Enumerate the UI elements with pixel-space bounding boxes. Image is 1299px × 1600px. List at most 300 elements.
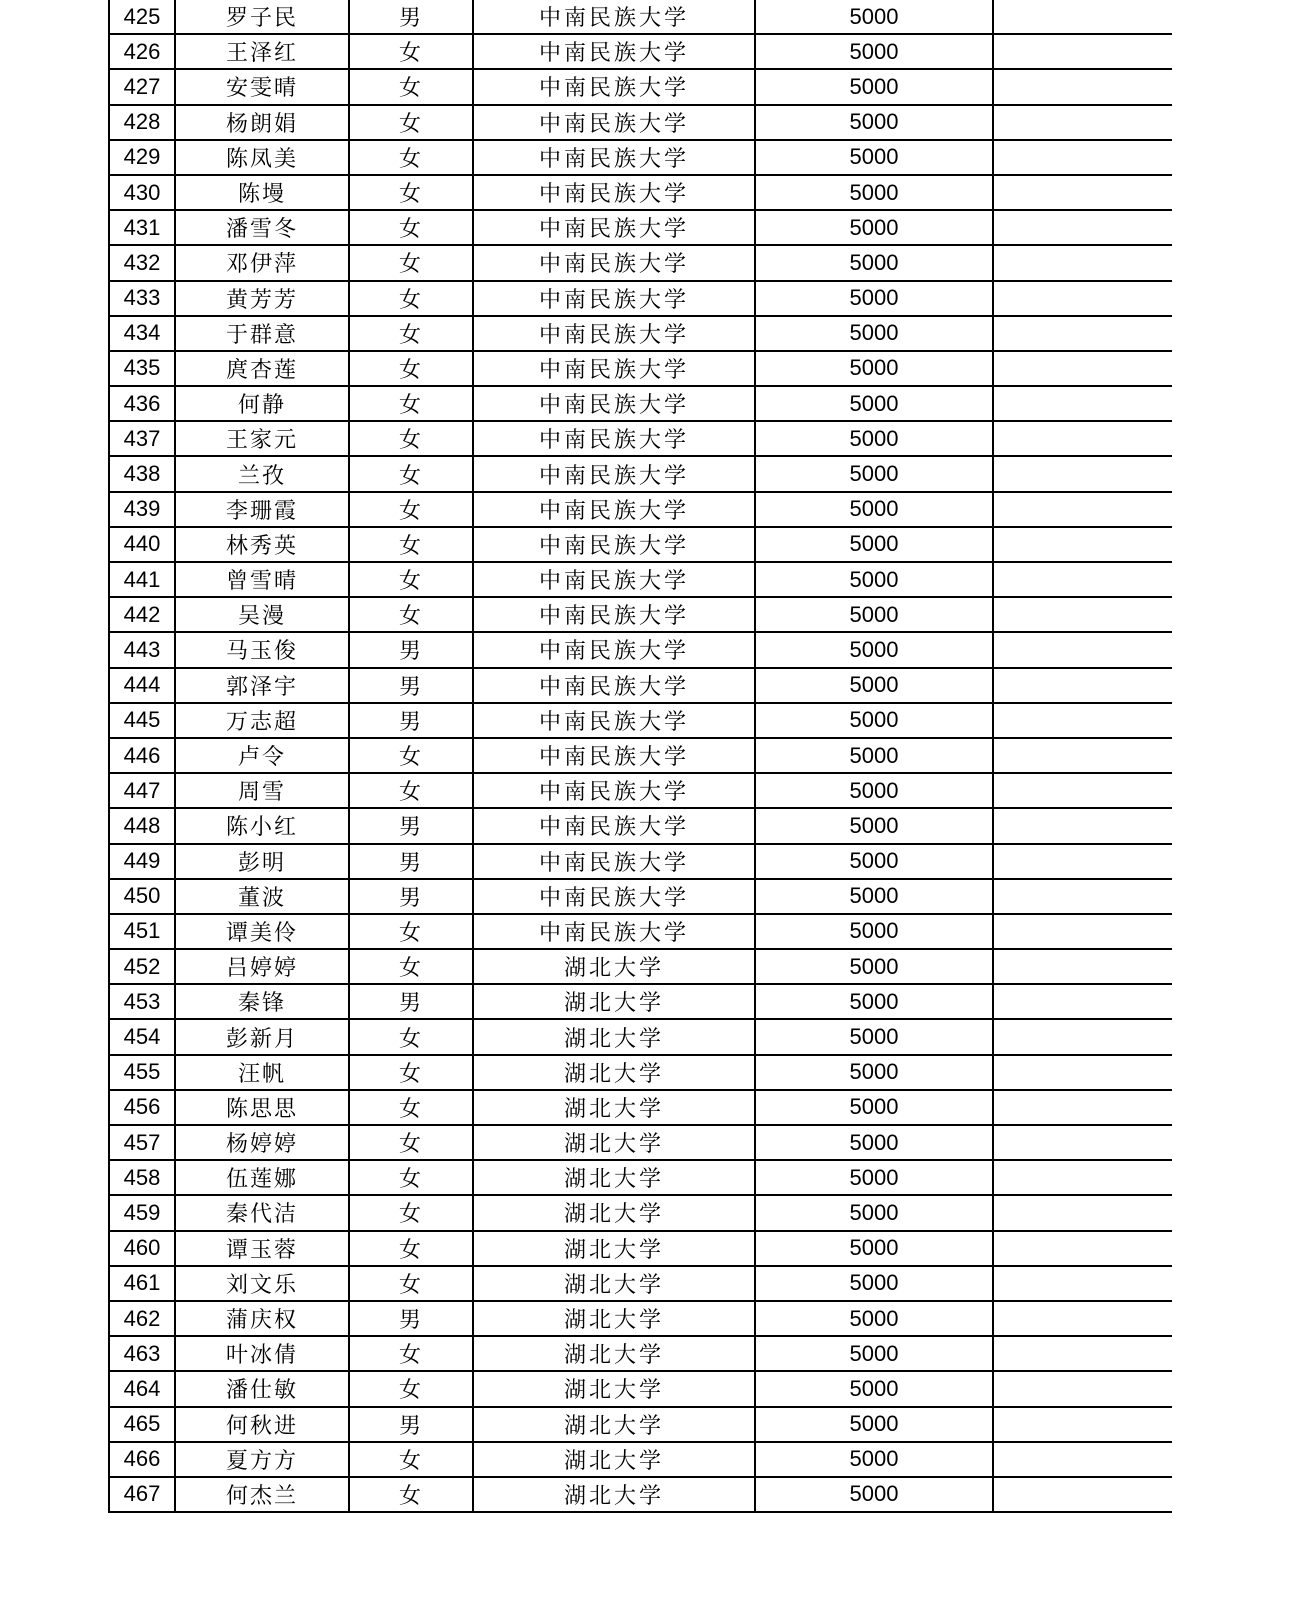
name-cell: 郭泽宇: [175, 668, 349, 703]
name-cell: 王泽红: [175, 34, 349, 69]
gender-cell: 女: [349, 562, 473, 597]
school-cell: 中南民族大学: [473, 386, 755, 421]
school-cell: 湖北大学: [473, 1407, 755, 1442]
school-cell: 中南民族大学: [473, 105, 755, 140]
row-number-cell: 444: [109, 668, 175, 703]
table-row: [109, 175, 1172, 210]
gender-cell: 女: [349, 597, 473, 632]
gender-cell: 女: [349, 1266, 473, 1301]
note-cell: [993, 1301, 1172, 1336]
note-cell: [993, 703, 1172, 738]
school-cell: 中南民族大学: [473, 175, 755, 210]
amount-cell: 5000: [755, 421, 993, 456]
gender-cell: 女: [349, 316, 473, 351]
table-row: [109, 984, 1172, 1019]
name-cell: 吴漫: [175, 597, 349, 632]
note-cell: [993, 1090, 1172, 1125]
gender-cell: 男: [349, 1407, 473, 1442]
name-cell: 夏方方: [175, 1442, 349, 1477]
school-cell: 中南民族大学: [473, 421, 755, 456]
gender-cell: 女: [349, 140, 473, 175]
amount-cell: 5000: [755, 351, 993, 386]
school-cell: 中南民族大学: [473, 245, 755, 280]
table-row: [109, 245, 1172, 280]
gender-cell: 女: [349, 1195, 473, 1230]
table-row: [109, 1195, 1172, 1230]
row-number-cell: 434: [109, 316, 175, 351]
note-cell: [993, 34, 1172, 69]
name-cell: 安雯晴: [175, 69, 349, 104]
note-cell: [993, 1371, 1172, 1406]
school-cell: 中南民族大学: [473, 316, 755, 351]
amount-cell: 5000: [755, 1019, 993, 1054]
row-number-cell: 463: [109, 1336, 175, 1371]
gender-cell: 女: [349, 1019, 473, 1054]
amount-cell: 5000: [755, 1266, 993, 1301]
gender-cell: 女: [349, 1231, 473, 1266]
row-number-cell: 446: [109, 738, 175, 773]
note-cell: [993, 632, 1172, 667]
table-row: [109, 351, 1172, 386]
row-number-cell: 437: [109, 421, 175, 456]
name-cell: 何杰兰: [175, 1477, 349, 1512]
row-number-cell: 449: [109, 844, 175, 879]
amount-cell: 5000: [755, 0, 993, 34]
amount-cell: 5000: [755, 245, 993, 280]
note-cell: [993, 456, 1172, 491]
row-number-cell: 433: [109, 281, 175, 316]
table-row: [109, 632, 1172, 667]
amount-cell: 5000: [755, 1442, 993, 1477]
school-cell: 中南民族大学: [473, 34, 755, 69]
name-cell: 罗子民: [175, 0, 349, 34]
table-row: [109, 69, 1172, 104]
note-cell: [993, 245, 1172, 280]
amount-cell: 5000: [755, 34, 993, 69]
school-cell: 湖北大学: [473, 1442, 755, 1477]
name-cell: 陈凤美: [175, 140, 349, 175]
row-number-cell: 439: [109, 492, 175, 527]
note-cell: [993, 808, 1172, 843]
note-cell: [993, 738, 1172, 773]
name-cell: 陈小红: [175, 808, 349, 843]
name-cell: 彭明: [175, 844, 349, 879]
gender-cell: 女: [349, 1125, 473, 1160]
note-cell: [993, 844, 1172, 879]
amount-cell: 5000: [755, 879, 993, 914]
table-row: [109, 1442, 1172, 1477]
table-row: [109, 210, 1172, 245]
table-row: [109, 668, 1172, 703]
gender-cell: 女: [349, 1442, 473, 1477]
name-cell: 何秋进: [175, 1407, 349, 1442]
row-number-cell: 442: [109, 597, 175, 632]
row-number-cell: 428: [109, 105, 175, 140]
amount-cell: 5000: [755, 914, 993, 949]
amount-cell: 5000: [755, 1336, 993, 1371]
name-cell: 于群意: [175, 316, 349, 351]
note-cell: [993, 492, 1172, 527]
name-cell: 谭玉蓉: [175, 1231, 349, 1266]
gender-cell: 男: [349, 984, 473, 1019]
row-number-cell: 452: [109, 949, 175, 984]
name-cell: 马玉俊: [175, 632, 349, 667]
school-cell: 湖北大学: [473, 1125, 755, 1160]
row-number-cell: 435: [109, 351, 175, 386]
amount-cell: 5000: [755, 949, 993, 984]
school-cell: 中南民族大学: [473, 914, 755, 949]
amount-cell: 5000: [755, 562, 993, 597]
table-row: [109, 703, 1172, 738]
amount-cell: 5000: [755, 632, 993, 667]
name-cell: 蒲庆权: [175, 1301, 349, 1336]
school-cell: 湖北大学: [473, 1336, 755, 1371]
table-row: [109, 1160, 1172, 1195]
note-cell: [993, 210, 1172, 245]
school-cell: 湖北大学: [473, 1301, 755, 1336]
note-cell: [993, 140, 1172, 175]
table-row: [109, 597, 1172, 632]
row-number-cell: 458: [109, 1160, 175, 1195]
amount-cell: 5000: [755, 1125, 993, 1160]
name-cell: 卢令: [175, 738, 349, 773]
amount-cell: 5000: [755, 456, 993, 491]
table-row: [109, 140, 1172, 175]
table-row: [109, 1090, 1172, 1125]
name-cell: 彭新月: [175, 1019, 349, 1054]
gender-cell: 女: [349, 69, 473, 104]
row-number-cell: 457: [109, 1125, 175, 1160]
note-cell: [993, 1442, 1172, 1477]
school-cell: 湖北大学: [473, 1195, 755, 1230]
school-cell: 中南民族大学: [473, 632, 755, 667]
name-cell: 林秀英: [175, 527, 349, 562]
row-number-cell: 429: [109, 140, 175, 175]
row-number-cell: 455: [109, 1055, 175, 1090]
table-row: [109, 386, 1172, 421]
note-cell: [993, 1125, 1172, 1160]
name-cell: 黄芳芳: [175, 281, 349, 316]
name-cell: 邓伊萍: [175, 245, 349, 280]
recipient-table-body: [109, 0, 1172, 1512]
amount-cell: 5000: [755, 703, 993, 738]
note-cell: [993, 386, 1172, 421]
school-cell: 中南民族大学: [473, 597, 755, 632]
table-row: [109, 1407, 1172, 1442]
gender-cell: 男: [349, 1301, 473, 1336]
name-cell: 叶冰倩: [175, 1336, 349, 1371]
note-cell: [993, 597, 1172, 632]
name-cell: 李珊霞: [175, 492, 349, 527]
gender-cell: 女: [349, 949, 473, 984]
table-row: [109, 492, 1172, 527]
table-row: [109, 1336, 1172, 1371]
amount-cell: 5000: [755, 808, 993, 843]
gender-cell: 女: [349, 492, 473, 527]
name-cell: 庹杏莲: [175, 351, 349, 386]
gender-cell: 女: [349, 1477, 473, 1512]
amount-cell: 5000: [755, 597, 993, 632]
table-row: [109, 1477, 1172, 1512]
note-cell: [993, 316, 1172, 351]
note-cell: [993, 1160, 1172, 1195]
amount-cell: 5000: [755, 1407, 993, 1442]
school-cell: 湖北大学: [473, 1371, 755, 1406]
row-number-cell: 462: [109, 1301, 175, 1336]
gender-cell: 女: [349, 738, 473, 773]
gender-cell: 女: [349, 1090, 473, 1125]
gender-cell: 女: [349, 456, 473, 491]
school-cell: 中南民族大学: [473, 562, 755, 597]
school-cell: 中南民族大学: [473, 773, 755, 808]
name-cell: 周雪: [175, 773, 349, 808]
amount-cell: 5000: [755, 1055, 993, 1090]
amount-cell: 5000: [755, 210, 993, 245]
name-cell: 万志超: [175, 703, 349, 738]
row-number-cell: 456: [109, 1090, 175, 1125]
amount-cell: 5000: [755, 386, 993, 421]
row-number-cell: 448: [109, 808, 175, 843]
name-cell: 陈思思: [175, 1090, 349, 1125]
name-cell: 潘仕敏: [175, 1371, 349, 1406]
table-row: [109, 0, 1172, 34]
amount-cell: 5000: [755, 69, 993, 104]
gender-cell: 女: [349, 386, 473, 421]
amount-cell: 5000: [755, 1160, 993, 1195]
table-row: [109, 1371, 1172, 1406]
school-cell: 中南民族大学: [473, 351, 755, 386]
row-number-cell: 436: [109, 386, 175, 421]
row-number-cell: 438: [109, 456, 175, 491]
row-number-cell: 425: [109, 0, 175, 34]
gender-cell: 男: [349, 668, 473, 703]
gender-cell: 女: [349, 527, 473, 562]
row-number-cell: 464: [109, 1371, 175, 1406]
name-cell: 杨婷婷: [175, 1125, 349, 1160]
school-cell: 中南民族大学: [473, 456, 755, 491]
table-row: [109, 1231, 1172, 1266]
row-number-cell: 426: [109, 34, 175, 69]
name-cell: 陈墁: [175, 175, 349, 210]
school-cell: 湖北大学: [473, 984, 755, 1019]
row-number-cell: 460: [109, 1231, 175, 1266]
gender-cell: 女: [349, 105, 473, 140]
school-cell: 中南民族大学: [473, 738, 755, 773]
table-row: [109, 914, 1172, 949]
row-number-cell: 461: [109, 1266, 175, 1301]
note-cell: [993, 351, 1172, 386]
table-row: [109, 738, 1172, 773]
note-cell: [993, 175, 1172, 210]
school-cell: 中南民族大学: [473, 281, 755, 316]
row-number-cell: 430: [109, 175, 175, 210]
note-cell: [993, 773, 1172, 808]
amount-cell: 5000: [755, 984, 993, 1019]
row-number-cell: 453: [109, 984, 175, 1019]
school-cell: 中南民族大学: [473, 703, 755, 738]
school-cell: 中南民族大学: [473, 210, 755, 245]
row-number-cell: 465: [109, 1407, 175, 1442]
table-row: [109, 844, 1172, 879]
name-cell: 汪帆: [175, 1055, 349, 1090]
table-row: [109, 1055, 1172, 1090]
note-cell: [993, 0, 1172, 34]
table-row: [109, 527, 1172, 562]
name-cell: 秦锋: [175, 984, 349, 1019]
row-number-cell: 454: [109, 1019, 175, 1054]
gender-cell: 女: [349, 210, 473, 245]
gender-cell: 女: [349, 914, 473, 949]
note-cell: [993, 1477, 1172, 1512]
row-number-cell: 451: [109, 914, 175, 949]
gender-cell: 女: [349, 245, 473, 280]
table-row: [109, 105, 1172, 140]
school-cell: 湖北大学: [473, 1477, 755, 1512]
school-cell: 中南民族大学: [473, 527, 755, 562]
gender-cell: 男: [349, 632, 473, 667]
name-cell: 伍莲娜: [175, 1160, 349, 1195]
row-number-cell: 427: [109, 69, 175, 104]
note-cell: [993, 1231, 1172, 1266]
amount-cell: 5000: [755, 175, 993, 210]
name-cell: 刘文乐: [175, 1266, 349, 1301]
name-cell: 秦代洁: [175, 1195, 349, 1230]
name-cell: 吕婷婷: [175, 949, 349, 984]
note-cell: [993, 69, 1172, 104]
gender-cell: 女: [349, 1371, 473, 1406]
row-number-cell: 443: [109, 632, 175, 667]
school-cell: 中南民族大学: [473, 140, 755, 175]
table-row: [109, 1266, 1172, 1301]
recipient-table: [108, 0, 1172, 1513]
table-row: [109, 949, 1172, 984]
amount-cell: 5000: [755, 1195, 993, 1230]
row-number-cell: 441: [109, 562, 175, 597]
amount-cell: 5000: [755, 527, 993, 562]
school-cell: 湖北大学: [473, 1055, 755, 1090]
school-cell: 湖北大学: [473, 1019, 755, 1054]
gender-cell: 女: [349, 1055, 473, 1090]
amount-cell: 5000: [755, 140, 993, 175]
row-number-cell: 431: [109, 210, 175, 245]
table-row: [109, 316, 1172, 351]
table-row: [109, 34, 1172, 69]
school-cell: 中南民族大学: [473, 668, 755, 703]
note-cell: [993, 914, 1172, 949]
gender-cell: 男: [349, 844, 473, 879]
amount-cell: 5000: [755, 492, 993, 527]
name-cell: 谭美伶: [175, 914, 349, 949]
note-cell: [993, 421, 1172, 456]
table-row: [109, 562, 1172, 597]
amount-cell: 5000: [755, 773, 993, 808]
school-cell: 中南民族大学: [473, 69, 755, 104]
table-row: [109, 456, 1172, 491]
name-cell: 杨朗娟: [175, 105, 349, 140]
document-page: [108, 0, 1172, 1600]
amount-cell: 5000: [755, 281, 993, 316]
gender-cell: 女: [349, 421, 473, 456]
row-number-cell: 445: [109, 703, 175, 738]
table-row: [109, 773, 1172, 808]
note-cell: [993, 1407, 1172, 1442]
row-number-cell: 440: [109, 527, 175, 562]
note-cell: [993, 527, 1172, 562]
note-cell: [993, 105, 1172, 140]
row-number-cell: 447: [109, 773, 175, 808]
table-row: [109, 879, 1172, 914]
note-cell: [993, 562, 1172, 597]
amount-cell: 5000: [755, 844, 993, 879]
school-cell: 湖北大学: [473, 1160, 755, 1195]
gender-cell: 男: [349, 0, 473, 34]
gender-cell: 女: [349, 1336, 473, 1371]
row-number-cell: 432: [109, 245, 175, 280]
gender-cell: 女: [349, 1160, 473, 1195]
gender-cell: 男: [349, 703, 473, 738]
amount-cell: 5000: [755, 1301, 993, 1336]
amount-cell: 5000: [755, 668, 993, 703]
school-cell: 湖北大学: [473, 1090, 755, 1125]
amount-cell: 5000: [755, 1231, 993, 1266]
name-cell: 兰孜: [175, 456, 349, 491]
amount-cell: 5000: [755, 316, 993, 351]
name-cell: 潘雪冬: [175, 210, 349, 245]
amount-cell: 5000: [755, 105, 993, 140]
amount-cell: 5000: [755, 1090, 993, 1125]
row-number-cell: 467: [109, 1477, 175, 1512]
name-cell: 曾雪晴: [175, 562, 349, 597]
gender-cell: 女: [349, 175, 473, 210]
gender-cell: 女: [349, 351, 473, 386]
table-row: [109, 1125, 1172, 1160]
amount-cell: 5000: [755, 738, 993, 773]
school-cell: 中南民族大学: [473, 808, 755, 843]
school-cell: 中南民族大学: [473, 492, 755, 527]
note-cell: [993, 1266, 1172, 1301]
table-row: [109, 808, 1172, 843]
note-cell: [993, 879, 1172, 914]
row-number-cell: 459: [109, 1195, 175, 1230]
amount-cell: 5000: [755, 1371, 993, 1406]
table-row: [109, 421, 1172, 456]
note-cell: [993, 281, 1172, 316]
gender-cell: 男: [349, 808, 473, 843]
school-cell: 中南民族大学: [473, 844, 755, 879]
note-cell: [993, 1055, 1172, 1090]
school-cell: 湖北大学: [473, 1231, 755, 1266]
amount-cell: 5000: [755, 1477, 993, 1512]
table-row: [109, 281, 1172, 316]
school-cell: 湖北大学: [473, 949, 755, 984]
name-cell: 何静: [175, 386, 349, 421]
school-cell: 湖北大学: [473, 1266, 755, 1301]
table-row: [109, 1301, 1172, 1336]
row-number-cell: 450: [109, 879, 175, 914]
row-number-cell: 466: [109, 1442, 175, 1477]
note-cell: [993, 984, 1172, 1019]
name-cell: 董波: [175, 879, 349, 914]
note-cell: [993, 1336, 1172, 1371]
gender-cell: 女: [349, 34, 473, 69]
table-row: [109, 1019, 1172, 1054]
name-cell: 王家元: [175, 421, 349, 456]
gender-cell: 男: [349, 879, 473, 914]
note-cell: [993, 668, 1172, 703]
gender-cell: 女: [349, 281, 473, 316]
note-cell: [993, 949, 1172, 984]
school-cell: 中南民族大学: [473, 0, 755, 34]
